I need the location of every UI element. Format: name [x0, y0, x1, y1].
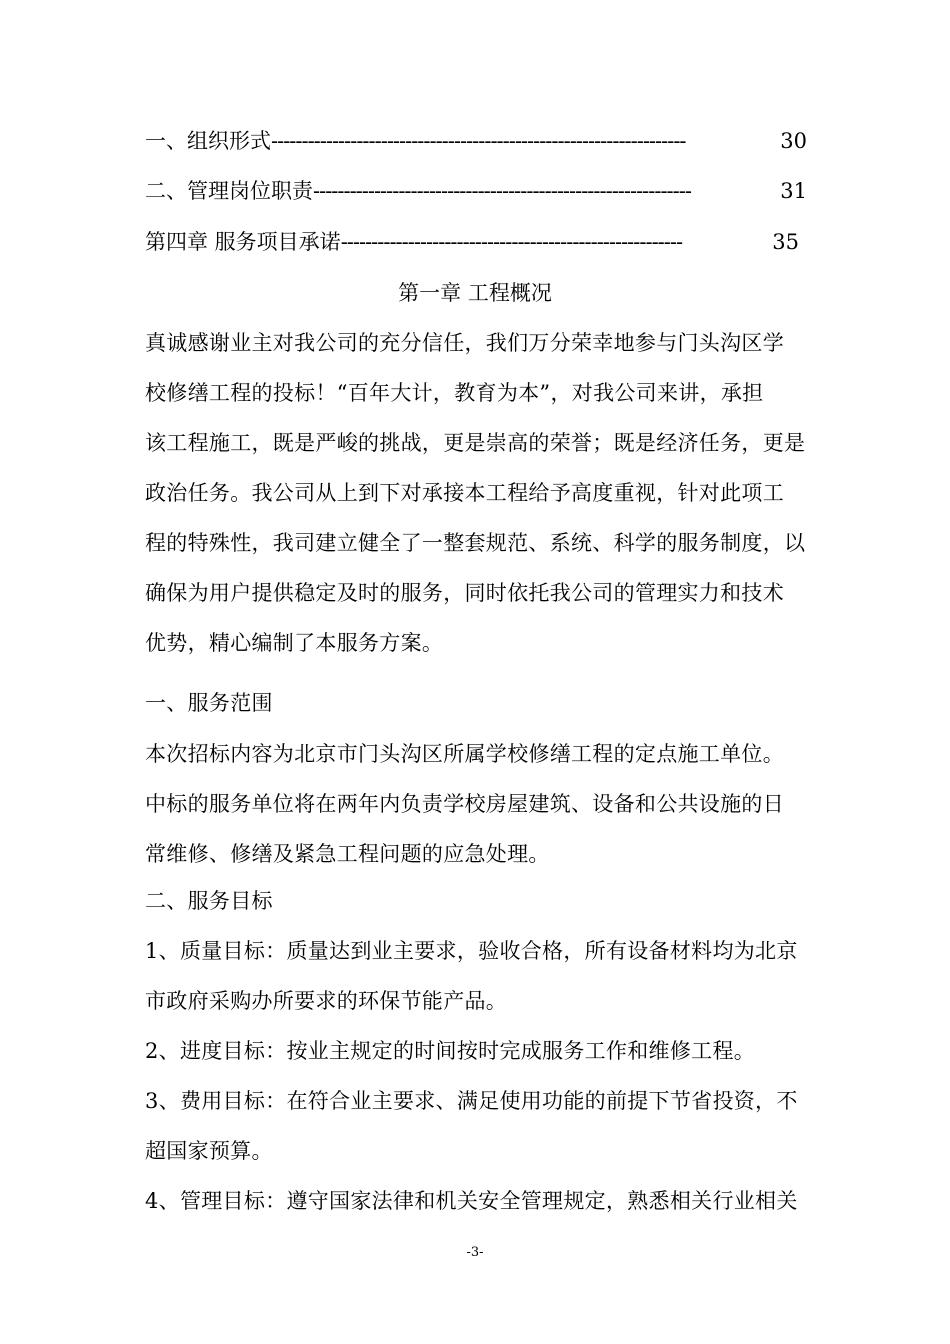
list-item-line: 2、进度目标：按业主规定的时间按时完成服务工作和维修工程。 — [145, 1039, 756, 1063]
intro-paragraph — [145, 318, 811, 668]
list-item-line: 1、质量目标：质量达到业主要求，验收合格，所有设备材料均为北京 — [145, 939, 798, 963]
scope-paragraph — [145, 729, 811, 879]
toc-page-number: 30 — [780, 129, 807, 153]
toc-entry[interactable] — [145, 177, 807, 205]
toc-entry-label: 一、组织形式 — [145, 129, 271, 153]
paragraph-line: 程的特殊性，我司建立健全了一整套规范、系统、科学的服务制度，以 — [145, 531, 806, 555]
paragraph-line: 常维修、修缮及紧急工程问题的应急处理。 — [145, 842, 550, 866]
paragraph-line: 校修缮工程的投标！“百年大计，教育为本”，对我公司来讲，承担 — [145, 381, 764, 405]
chapter-title: 第一章 工程概况 — [398, 281, 552, 305]
list-item-line: 市政府采购办所要求的环保节能产品。 — [145, 989, 508, 1013]
paragraph-line: 确保为用户提供稳定及时的服务，同时依托我公司的管理实力和技术 — [145, 581, 784, 605]
paragraph-line: 本次招标内容为北京市门头沟区所属学校修缮工程的定点施工单位。 — [145, 742, 784, 766]
section-heading: 一、服务范围 — [145, 691, 273, 715]
paragraph-line: 政治任务。我公司从上到下对承接本工程给予高度重视，针对此项工 — [145, 481, 784, 505]
list-item-line: 3、费用目标：在符合业主要求、满足使用功能的前提下节省投资，不 — [145, 1089, 798, 1113]
paragraph-line: 中标的服务单位将在两年内负责学校房屋建筑、设备和公共设施的日 — [145, 792, 784, 816]
list-item-line: 超国家预算。 — [145, 1139, 273, 1163]
section-heading: 二、服务目标 — [145, 889, 273, 913]
toc-page-number: 31 — [780, 179, 807, 203]
section-heading-goals — [145, 876, 811, 926]
list-item-line: 4、管理目标：遵守国家法律和机关安全管理规定，熟悉相关行业相关 — [145, 1189, 798, 1213]
toc-entry-label: 第四章 服务项目承诺 — [145, 230, 341, 254]
goals-list — [145, 926, 811, 1226]
toc-page-number: 35 — [772, 230, 799, 254]
paragraph-line: 真诚感谢业主对我公司的充分信任，我们万分荣幸地参与门头沟区学 — [145, 331, 784, 355]
toc-leader-dots: -------------------------------------------------------------------- — [271, 129, 686, 153]
paragraph-line: 优势，精心编制了本服务方案。 — [145, 631, 444, 655]
toc-entry[interactable] — [145, 228, 799, 256]
section-heading-scope — [145, 678, 811, 728]
toc-entry[interactable] — [145, 127, 807, 155]
toc-leader-dots: -------------------------------------------------------- — [340, 230, 683, 254]
toc-leader-dots: -------------------------------------------------------------- — [313, 179, 691, 203]
page-number: -3- — [466, 1245, 484, 1260]
paragraph-line: 该工程施工，既是严峻的挑战，更是崇高的荣誉；既是经济任务，更是 — [145, 431, 806, 455]
toc-entry-label: 二、管理岗位职责 — [145, 179, 313, 203]
